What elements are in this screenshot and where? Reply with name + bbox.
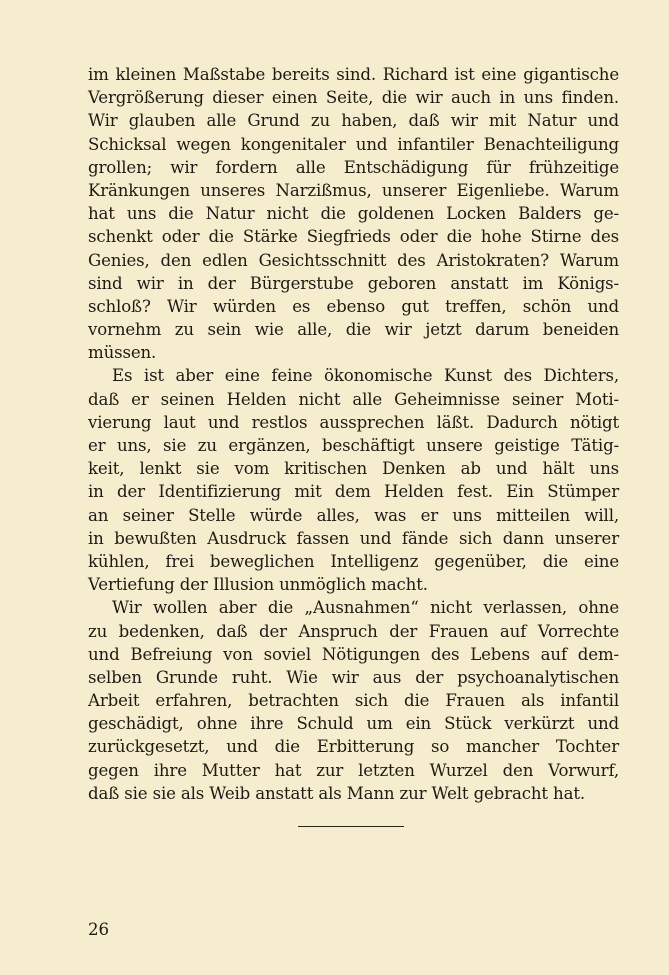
text-line: daß sie sie als Weib anstatt als Mann zur Welt gebracht hat. (88, 783, 585, 803)
text-line: an seiner Stelle würde alles, was er uns mitteilen will, (88, 505, 619, 525)
text-line: Genies, den edlen Gesichtsschnitt des Aristokraten? Warum (88, 250, 619, 270)
paragraph-3 (88, 596, 619, 805)
section-divider (298, 826, 404, 827)
text-line: keit, lenkt sie vom kritischen Denken ab und hält uns (88, 459, 619, 479)
text-line: hat uns die Natur nicht die goldenen Locken Balders ge- (88, 204, 619, 224)
text-line: in bewußten Ausdruck fassen und fände sich dann unserer (88, 528, 619, 548)
text-line: Kränkungen unseres Narzißmus, unserer Eigenliebe. Warum (88, 180, 619, 200)
text-line: Wir wollen aber die „Ausnahmen“ nicht verlassen, ohne (112, 598, 619, 618)
paragraph-1 (88, 63, 619, 364)
text-line: vierung laut und restlos aussprechen läßt. Dadurch nötigt (88, 412, 619, 432)
text-line: selben Grunde ruht. Wie wir aus der psychoanalytischen (88, 667, 619, 687)
text-line: Arbeit erfahren, betrachten sich die Frauen als infantil (88, 691, 619, 711)
text-line: Vergrößerung dieser einen Seite, die wir auch in uns finden. (88, 88, 619, 108)
text-line: im kleinen Maßstabe bereits sind. Richard ist eine gigantische (88, 65, 619, 84)
body-text (88, 63, 619, 805)
text-line: in der Identifizierung mit dem Helden fest. Ein Stümper (88, 482, 619, 502)
text-line: Schicksal wegen kongenitaler und infantiler Benachteiligung (88, 134, 619, 154)
text-line: daß er seinen Helden nicht alle Geheimnisse seiner Moti- (88, 389, 619, 409)
text-line: Es ist aber eine feine ökonomische Kunst des Dichters, (112, 366, 619, 386)
text-line: vornehm zu sein wie alle, die wir jetzt darum beneiden (88, 320, 619, 340)
text-line: zu bedenken, daß der Anspruch der Frauen auf Vorrechte (88, 621, 619, 641)
text-line: kühlen, frei beweglichen Intelligenz gegenüber, die eine (88, 551, 619, 571)
text-line: müssen. (88, 343, 157, 363)
text-line: grollen; wir fordern alle Entschädigung für frühzeitige (88, 157, 619, 177)
text-line: schenkt oder die Stärke Siegfrieds oder die hohe Stirne des (88, 227, 619, 247)
text-line: Vertiefung der Illusion unmöglich macht. (88, 575, 428, 595)
page-number: 26 (88, 920, 110, 939)
paragraph-2 (88, 364, 619, 596)
text-line: er uns, sie zu ergänzen, beschäftigt unsere geistige Tätig- (88, 436, 619, 455)
text-line: geschädigt, ohne ihre Schuld um ein Stück verkürzt und (88, 714, 619, 734)
text-line: gegen ihre Mutter hat zur letzten Wurzel den Vorwurf, (88, 760, 619, 780)
text-line: schloß? Wir würden es ebenso gut treffen, schön und (88, 296, 619, 316)
text-line: und Befreiung von soviel Nötigungen des Lebens auf dem- (88, 644, 619, 664)
text-line: sind wir in der Bürgerstube geboren anstatt im Königs- (88, 273, 619, 293)
text-line: Wir glauben alle Grund zu haben, daß wir mit Natur und (88, 111, 619, 131)
text-line: zurückgesetzt, und die Erbitterung so mancher Tochter (88, 737, 619, 757)
